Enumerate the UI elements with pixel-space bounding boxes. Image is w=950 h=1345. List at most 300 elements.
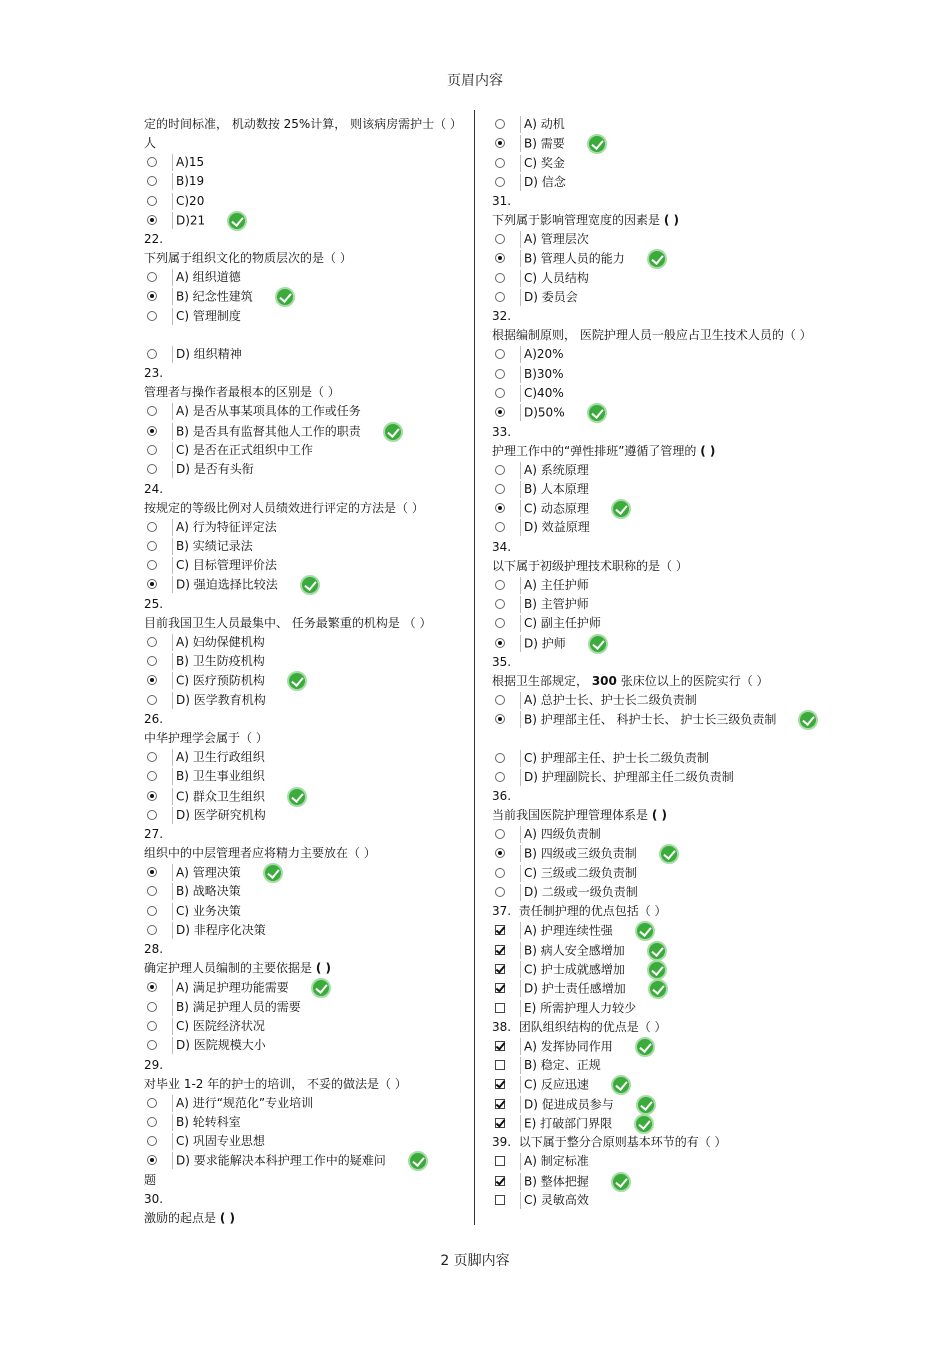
- radio-button[interactable]: [147, 349, 157, 359]
- question-number: 26.: [144, 711, 164, 726]
- question-text: 39. 以下属于整分合原则基本环节的有（ ）: [492, 1135, 727, 1150]
- answer-option[interactable]: [144, 998, 464, 1017]
- answer-option[interactable]: [492, 749, 812, 768]
- option-separator: [520, 922, 521, 939]
- correct-check-icon: [647, 960, 667, 980]
- page-header: 页眉内容: [447, 73, 503, 89]
- option-label: [176, 556, 277, 575]
- answer-option[interactable]: [144, 882, 464, 901]
- option-label: [524, 749, 709, 768]
- answer-option[interactable]: [144, 422, 464, 441]
- option-text: C)20: [176, 193, 205, 208]
- answer-option[interactable]: [144, 863, 464, 882]
- radio-button[interactable]: [495, 253, 505, 263]
- option-separator: [172, 154, 173, 171]
- checkbox[interactable]: [495, 964, 505, 974]
- question-block: [144, 364, 464, 479]
- answer-option[interactable]: [144, 287, 464, 306]
- question-block: [492, 902, 812, 1017]
- question-text: 目前我国卫生人员最集中、 任务最繁重的机构是 （ ）: [144, 615, 432, 630]
- checkbox[interactable]: [495, 1118, 505, 1128]
- checkbox[interactable]: [495, 1176, 505, 1186]
- option-text: A) 系统原理: [524, 462, 589, 477]
- question-number: 27.: [144, 827, 164, 842]
- option-text: B) 管理人员的能力: [524, 251, 625, 266]
- option-text: A) 管理决策: [176, 865, 241, 880]
- answer-option[interactable]: [492, 1114, 812, 1133]
- answer-option[interactable]: [492, 1172, 812, 1191]
- option-separator: [520, 635, 521, 652]
- option-label: [524, 173, 566, 192]
- option-separator: [172, 1018, 173, 1035]
- option-label: [524, 1075, 631, 1095]
- answer-option[interactable]: [144, 1094, 464, 1113]
- radio-button[interactable]: [495, 484, 505, 494]
- option-label: [176, 806, 266, 825]
- option-text: A)15: [176, 155, 205, 169]
- answer-option[interactable]: [144, 921, 464, 940]
- radio-button[interactable]: [495, 119, 505, 129]
- option-text: E) 所需护理人力较少: [524, 1000, 637, 1015]
- option-label: [176, 441, 313, 460]
- option-separator: [172, 979, 173, 996]
- option-label: [524, 883, 638, 902]
- question-block: [144, 1190, 464, 1228]
- question-block: [492, 307, 812, 422]
- radio-button[interactable]: [147, 925, 157, 935]
- option-label: [524, 691, 697, 710]
- answer-option[interactable]: [144, 748, 464, 767]
- option-separator: [172, 212, 173, 229]
- checkbox[interactable]: [495, 925, 505, 935]
- radio-button[interactable]: [147, 752, 157, 762]
- answer-option[interactable]: [144, 1132, 464, 1151]
- question-number: 31.: [492, 194, 512, 209]
- option-separator: [520, 750, 521, 767]
- radio-button[interactable]: [147, 560, 157, 570]
- option-separator: [172, 1152, 173, 1169]
- question-text: 护理工作中的“弹性排班”遵循了管理的 ( ): [492, 443, 716, 458]
- option-label: [176, 1132, 265, 1151]
- question-text: 管理者与操作者最根本的区别是（ ）: [144, 385, 340, 400]
- option-label: [176, 1017, 265, 1036]
- radio-button[interactable]: [495, 753, 505, 763]
- option-label: [524, 634, 608, 654]
- answer-option[interactable]: [144, 671, 464, 690]
- answer-option[interactable]: [492, 614, 812, 633]
- answer-option[interactable]: [144, 172, 464, 191]
- option-label: [524, 403, 607, 423]
- question-block: [492, 787, 812, 902]
- radio-button[interactable]: [147, 1021, 157, 1031]
- radio-button[interactable]: [147, 675, 157, 685]
- option-label: [524, 1095, 656, 1115]
- correct-check-icon: [659, 844, 679, 864]
- radio-button[interactable]: [147, 886, 157, 896]
- question-number: 32.: [492, 309, 512, 324]
- question-text: 当前我国医院护理管理体系是 ( ): [492, 808, 667, 823]
- answer-option[interactable]: [492, 883, 812, 902]
- option-separator: [520, 250, 521, 267]
- answer-option[interactable]: [492, 576, 812, 595]
- option-separator: [172, 519, 173, 536]
- answer-option[interactable]: [144, 460, 464, 479]
- question-number: 28.: [144, 942, 164, 957]
- radio-button[interactable]: [495, 349, 505, 359]
- answer-option[interactable]: [144, 787, 464, 806]
- option-label: [176, 307, 241, 326]
- option-separator: [172, 749, 173, 766]
- option-separator: [172, 346, 173, 363]
- radio-button[interactable]: [147, 1117, 157, 1127]
- option-label: [176, 691, 266, 710]
- answer-option[interactable]: [492, 768, 812, 787]
- answer-option[interactable]: [492, 345, 812, 364]
- answer-option[interactable]: [144, 192, 464, 211]
- question-number: 30.: [144, 1191, 164, 1206]
- right-column: [492, 115, 812, 1210]
- option-label: [524, 999, 636, 1018]
- question-number: 34.: [492, 539, 512, 554]
- radio-button[interactable]: [147, 406, 157, 416]
- option-separator: [520, 519, 521, 536]
- answer-option[interactable]: [492, 115, 812, 134]
- answer-option[interactable]: [144, 767, 464, 786]
- radio-button[interactable]: [147, 426, 157, 436]
- radio-button[interactable]: [495, 522, 505, 532]
- answer-option[interactable]: [144, 902, 464, 921]
- answer-option[interactable]: [144, 1017, 464, 1036]
- radio-button[interactable]: [495, 868, 505, 878]
- radio-button[interactable]: [147, 656, 157, 666]
- option-label: [176, 902, 241, 921]
- radio-button[interactable]: [495, 407, 505, 417]
- left-column: [144, 115, 464, 1228]
- option-separator: [520, 155, 521, 172]
- answer-option[interactable]: [492, 365, 812, 384]
- option-label: [524, 710, 818, 730]
- option-separator: [172, 1114, 173, 1131]
- option-text: D) 是否有头衔: [176, 462, 254, 477]
- question-block: [492, 115, 812, 192]
- radio-button[interactable]: [495, 829, 505, 839]
- checkbox[interactable]: [495, 1060, 505, 1070]
- answer-option[interactable]: [492, 249, 812, 268]
- checkbox[interactable]: [495, 1079, 505, 1089]
- radio-button[interactable]: [495, 887, 505, 897]
- option-separator: [520, 769, 521, 786]
- option-separator: [172, 193, 173, 210]
- option-text: B) 稳定、正规: [524, 1058, 601, 1073]
- radio-button[interactable]: [147, 464, 157, 474]
- option-label: [524, 365, 564, 384]
- answer-option[interactable]: [492, 634, 812, 653]
- radio-button[interactable]: [495, 292, 505, 302]
- option-label: [524, 461, 589, 480]
- option-label: [176, 1094, 313, 1113]
- option-text: B) 四级或三级负责制: [524, 846, 637, 861]
- radio-button[interactable]: [147, 522, 157, 532]
- radio-button[interactable]: [495, 714, 505, 724]
- option-separator: [172, 653, 173, 670]
- option-continuation: 题: [144, 1172, 157, 1187]
- answer-option[interactable]: [144, 402, 464, 421]
- option-spacer: [144, 326, 464, 345]
- option-text: C) 灵敏高效: [524, 1192, 589, 1207]
- option-label: [524, 614, 601, 633]
- radio-button[interactable]: [147, 906, 157, 916]
- option-label: [524, 384, 564, 403]
- option-label: [176, 787, 307, 807]
- answer-option[interactable]: [144, 345, 464, 364]
- question-text: 根据编制原则， 医院护理人员一般应占卫生技术人员的（ ）: [492, 328, 812, 343]
- answer-option[interactable]: [144, 691, 464, 710]
- answer-option[interactable]: [492, 154, 812, 173]
- answer-option[interactable]: [492, 1075, 812, 1094]
- correct-check-icon: [587, 134, 607, 154]
- question-text: 根据卫生部规定， 300 张床位以上的医院实行（ ）: [492, 673, 769, 688]
- option-separator: [520, 135, 521, 152]
- option-text: B) 轮转科室: [176, 1114, 241, 1129]
- option-separator: [520, 500, 521, 517]
- option-text: A) 妇幼保健机构: [176, 634, 265, 649]
- answer-option[interactable]: [144, 1036, 464, 1055]
- answer-option[interactable]: [492, 921, 812, 940]
- option-label: [524, 154, 565, 173]
- option-text: B) 实绩记录法: [176, 538, 253, 553]
- answer-option[interactable]: [492, 864, 812, 883]
- question-number: 36.: [492, 789, 512, 804]
- radio-button[interactable]: [147, 982, 157, 992]
- question-text: 以下属于初级护理技术职称的是（ ）: [492, 558, 688, 573]
- correct-check-icon: [647, 249, 667, 269]
- checkbox[interactable]: [495, 1041, 505, 1051]
- answer-option[interactable]: [144, 556, 464, 575]
- answer-option[interactable]: [144, 633, 464, 652]
- radio-button[interactable]: [495, 618, 505, 628]
- radio-button[interactable]: [495, 369, 505, 379]
- answer-option[interactable]: [492, 960, 812, 979]
- radio-button[interactable]: [495, 138, 505, 148]
- option-label: [524, 960, 667, 980]
- answer-option[interactable]: [144, 806, 464, 825]
- answer-option[interactable]: [492, 499, 812, 518]
- radio-button[interactable]: [495, 638, 505, 648]
- option-separator: [520, 961, 521, 978]
- answer-option[interactable]: [492, 288, 812, 307]
- radio-button[interactable]: [147, 1136, 157, 1146]
- radio-button[interactable]: [147, 810, 157, 820]
- answer-option[interactable]: [492, 384, 812, 403]
- correct-check-icon: [300, 575, 320, 595]
- answer-option[interactable]: [144, 1113, 464, 1132]
- option-separator: [520, 577, 521, 594]
- radio-button[interactable]: [147, 637, 157, 647]
- question-number: 24.: [144, 481, 164, 496]
- radio-button[interactable]: [147, 867, 157, 877]
- option-separator: [520, 404, 521, 421]
- answer-option[interactable]: [144, 307, 464, 326]
- answer-option[interactable]: [492, 691, 812, 710]
- option-text: B) 需要: [524, 136, 565, 151]
- answer-option[interactable]: [492, 1037, 812, 1056]
- radio-button[interactable]: [147, 771, 157, 781]
- radio-button[interactable]: [147, 1098, 157, 1108]
- answer-option[interactable]: [492, 710, 812, 729]
- radio-button[interactable]: [495, 234, 505, 244]
- option-separator: [520, 174, 521, 191]
- answer-option[interactable]: [492, 461, 812, 480]
- option-separator: [172, 807, 173, 824]
- correct-check-icon: [636, 1095, 656, 1115]
- answer-option[interactable]: [492, 1056, 812, 1075]
- option-label: [176, 153, 204, 172]
- option-label: [176, 1113, 241, 1132]
- option-separator: [520, 346, 521, 363]
- radio-button[interactable]: [495, 695, 505, 705]
- option-text: A) 动机: [524, 117, 565, 131]
- answer-option[interactable]: [144, 153, 464, 172]
- option-separator: [520, 270, 521, 287]
- radio-button[interactable]: [147, 157, 157, 167]
- option-text: B) 战略决策: [176, 884, 241, 899]
- option-text: A) 发挥协同作用: [524, 1039, 613, 1054]
- answer-option[interactable]: [492, 518, 812, 537]
- option-text: C) 人员结构: [524, 270, 589, 285]
- option-label: [524, 480, 589, 499]
- option-label: [524, 1172, 631, 1192]
- option-separator: [172, 1133, 173, 1150]
- answer-option[interactable]: [492, 595, 812, 614]
- option-text: D) 促进成员参与: [524, 1097, 614, 1112]
- radio-button[interactable]: [495, 772, 505, 782]
- radio-button[interactable]: [147, 1155, 157, 1165]
- radio-button[interactable]: [147, 791, 157, 801]
- radio-button[interactable]: [147, 1002, 157, 1012]
- radio-button[interactable]: [495, 388, 505, 398]
- answer-option[interactable]: [492, 230, 812, 249]
- answer-option[interactable]: [144, 978, 464, 997]
- answer-option[interactable]: [492, 844, 812, 863]
- option-text: D)21: [176, 213, 206, 228]
- answer-option[interactable]: [492, 134, 812, 153]
- option-label: [524, 595, 589, 614]
- option-label: [176, 1151, 428, 1171]
- answer-option[interactable]: [144, 1151, 464, 1170]
- answer-option[interactable]: [492, 269, 812, 288]
- option-separator: [172, 538, 173, 555]
- option-separator: [520, 1057, 521, 1074]
- question-block: [492, 192, 812, 307]
- answer-option[interactable]: [492, 403, 812, 422]
- answer-option[interactable]: [492, 1152, 812, 1171]
- option-text: C) 是否在正式组织中工作: [176, 442, 313, 457]
- option-label: [524, 1114, 654, 1134]
- answer-option[interactable]: [144, 537, 464, 556]
- option-label: [176, 671, 307, 691]
- option-text: C) 反应迅速: [524, 1077, 589, 1092]
- option-text: B) 卫生防疫机构: [176, 654, 265, 669]
- checkbox[interactable]: [495, 1003, 505, 1013]
- checkbox[interactable]: [495, 1195, 505, 1205]
- option-text: D) 二级或一级负责制: [524, 885, 638, 900]
- radio-button[interactable]: [147, 291, 157, 301]
- radio-button[interactable]: [495, 273, 505, 283]
- option-separator: [520, 692, 521, 709]
- answer-option[interactable]: [144, 518, 464, 537]
- answer-option[interactable]: [144, 211, 464, 230]
- radio-button[interactable]: [495, 848, 505, 858]
- checkbox[interactable]: [495, 1099, 505, 1109]
- radio-button[interactable]: [495, 158, 505, 168]
- option-separator: [520, 1173, 521, 1190]
- radio-button[interactable]: [147, 1040, 157, 1050]
- radio-button[interactable]: [495, 503, 505, 513]
- question-number: 25.: [144, 596, 164, 611]
- option-text: A) 满足护理功能需要: [176, 980, 289, 995]
- answer-option[interactable]: [492, 173, 812, 192]
- option-separator: [172, 423, 173, 440]
- radio-button[interactable]: [147, 272, 157, 282]
- answer-option[interactable]: [492, 979, 812, 998]
- radio-button[interactable]: [147, 176, 157, 186]
- radio-button[interactable]: [147, 445, 157, 455]
- correct-check-icon: [647, 941, 667, 961]
- answer-option[interactable]: [144, 575, 464, 594]
- answer-option[interactable]: [144, 441, 464, 460]
- question-block: [144, 940, 464, 1055]
- radio-button[interactable]: [147, 196, 157, 206]
- answer-option[interactable]: [492, 1191, 812, 1210]
- option-text: A) 进行“规范化”专业培训: [176, 1095, 314, 1110]
- radio-button[interactable]: [147, 695, 157, 705]
- answer-option[interactable]: [492, 1095, 812, 1114]
- question-block: [144, 710, 464, 825]
- radio-button[interactable]: [147, 215, 157, 225]
- answer-option[interactable]: [492, 999, 812, 1018]
- answer-option[interactable]: [144, 268, 464, 287]
- answer-option[interactable]: [144, 652, 464, 671]
- answer-option[interactable]: [492, 825, 812, 844]
- radio-button[interactable]: [147, 579, 157, 589]
- checkbox[interactable]: [495, 983, 505, 993]
- checkbox[interactable]: [495, 1156, 505, 1166]
- option-label: [176, 882, 241, 901]
- option-separator: [172, 308, 173, 325]
- option-separator: [520, 884, 521, 901]
- correct-check-icon: [611, 499, 631, 519]
- radio-button[interactable]: [147, 311, 157, 321]
- answer-option[interactable]: [492, 480, 812, 499]
- question-block: [492, 423, 812, 538]
- question-text: 中华护理学会属于（ ）: [144, 730, 268, 745]
- checkbox[interactable]: [495, 945, 505, 955]
- option-label: [524, 979, 668, 999]
- option-label: [176, 268, 241, 287]
- option-text: C) 业务决策: [176, 903, 241, 918]
- radio-button[interactable]: [495, 177, 505, 187]
- option-text: B) 整体把握: [524, 1174, 589, 1189]
- option-label: [524, 134, 607, 154]
- radio-button[interactable]: [495, 580, 505, 590]
- option-separator: [520, 615, 521, 632]
- radio-button[interactable]: [495, 599, 505, 609]
- answer-option[interactable]: [492, 941, 812, 960]
- radio-button[interactable]: [495, 465, 505, 475]
- radio-button[interactable]: [147, 541, 157, 551]
- option-label: [524, 1056, 601, 1075]
- option-label: [176, 921, 266, 940]
